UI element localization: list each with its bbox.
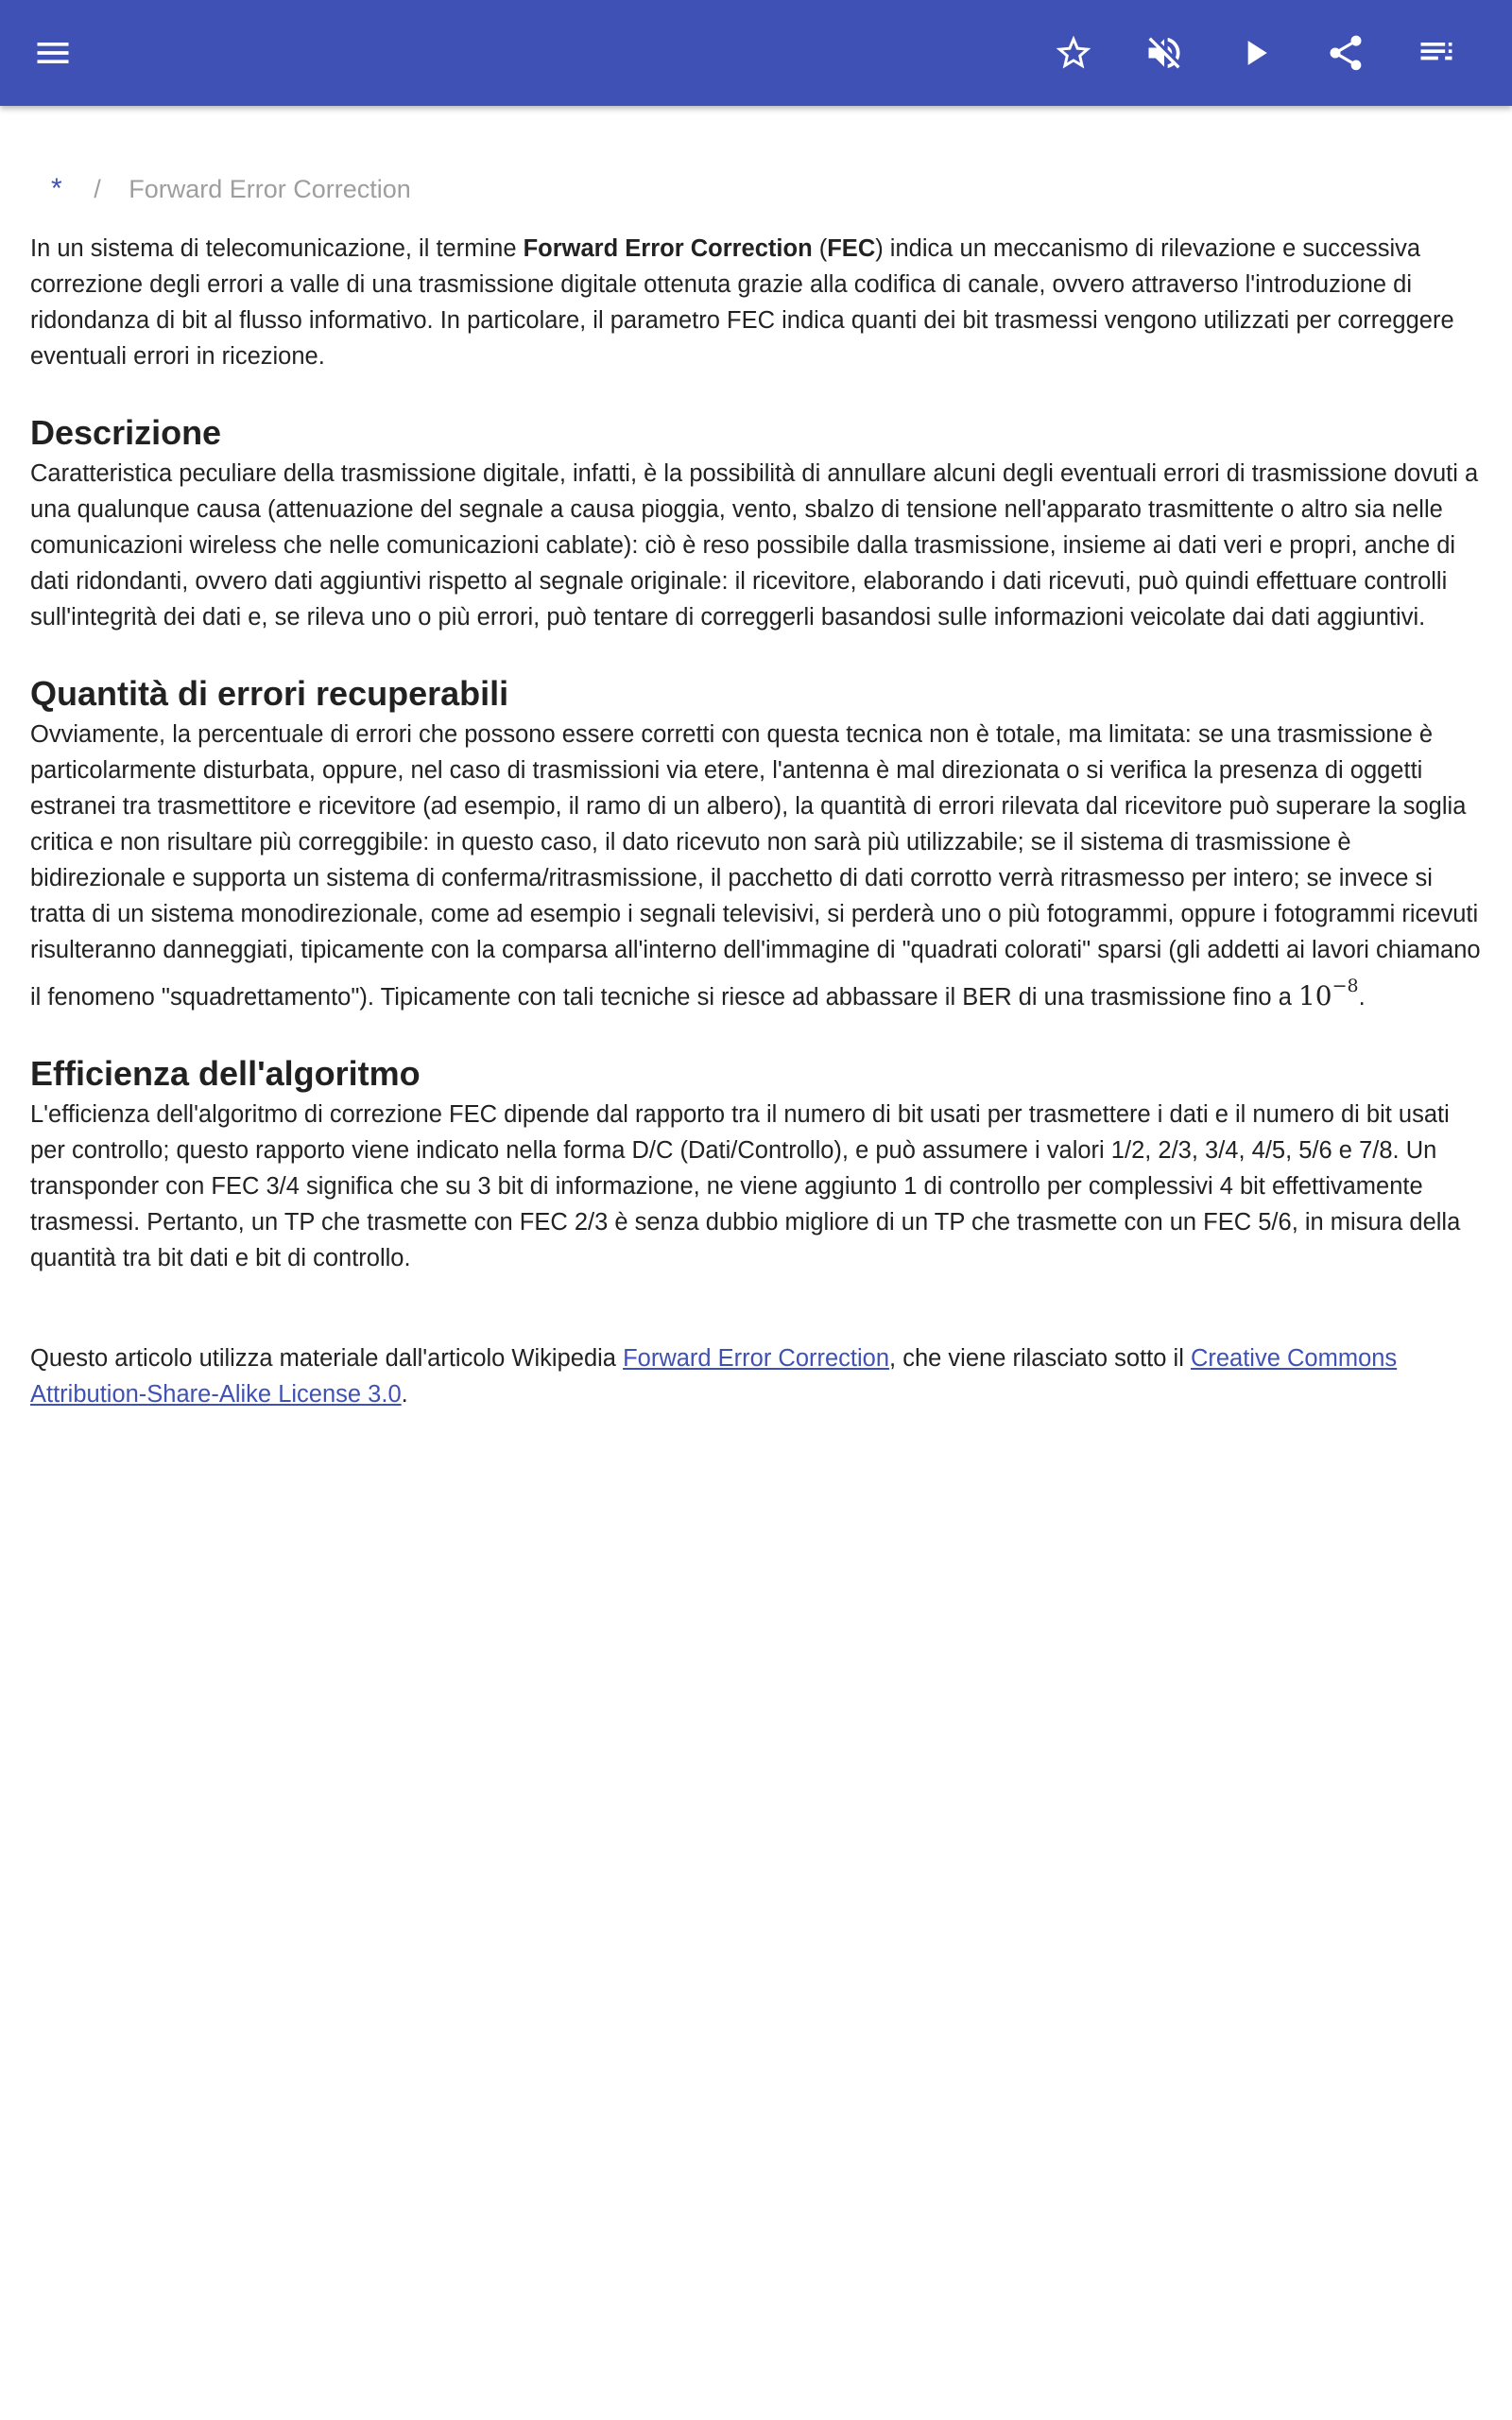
- share-icon: [1325, 32, 1366, 74]
- section-paragraph: Ovviamente, la percentuale di errori che possono essere corretti con questa tecnica non è totale, ma limitata: se una trasmissione è particolarmente disturbata, oppure, nel caso di trasmissioni via etere, l'antenna è mal direzionata o si verifica la presenza di oggetti estranei tra trasmettitore e ricevitore (ad esempio, il ramo di un albero), la quantità di errori rilevata dal ricevitore può superare la soglia critica e non risultare più correggibile: in questo caso, il dato ricevuto non sarà più utilizzabile; se il sistema di trasmissione è bidirezionale e supporta un sistema di conferma/ritrasmissione, il pacchetto di dati corrotto verrà ritrasmesso per intero; se invece si tratta di un sistema monodirezionale, come ad esempio i segnali televisivi, si perderà uno o più fotogrammi, oppure i fotogrammi ricevuti risulteranno danneggiati, tipicamente con la comparsa all'interno dell'immagine di "quadrati colorati" sparsi (gli addetti ai lavori chiamano il fenomeno "squadrettamento"). Tipicamente con tali tecniche si riesce ad abbassare il BER di una trasmissione fino a $10^{-8}$.: [30, 721, 1481, 1011]
- breadcrumb-separator: /: [94, 175, 101, 203]
- section-heading: Quantità di errori recuperabili: [30, 674, 509, 713]
- wikipedia-article-link[interactable]: Forward Error Correction: [623, 1345, 890, 1372]
- favorite-button[interactable]: [1043, 23, 1104, 83]
- playlist-icon: [1416, 32, 1457, 74]
- math-formula: $10^{-8}$: [1297, 976, 1359, 1011]
- star-outline-icon: [1053, 32, 1094, 74]
- section-descrizione: [30, 410, 1482, 635]
- section-heading: Descrizione: [30, 413, 222, 452]
- menu-icon: [32, 32, 74, 74]
- section-paragraph: Caratteristica peculiare della trasmissione digitale, infatti, è la possibilità di annullare alcuni degli eventuali errori di trasmissione dovuti a una qualunque causa (attenuazione del segnale a causa pioggia, vento, sbalzo di tensione nell'apparato trasmittente o altro sia nelle comunicazioni wireless che nelle comunicazioni cablate): ciò è reso possibile dalla trasmissione, insieme ai dati veri e propri, anche di dati ridondanti, ovvero dati aggiuntivi rispetto al segnale originale: il ricevitore, elaborando i dati ricevuti, può quindi effettuare controlli sull'integrità dei dati e, se rileva uno o più errori, può tentare di correggerli basandosi sulle informazioni veicolate dai dati aggiuntivi.: [30, 460, 1479, 631]
- play-button[interactable]: [1225, 23, 1285, 83]
- license-link[interactable]: Creative Commons Attribution-Share-Alike License 3.0: [30, 1345, 1398, 1408]
- term-bold: Forward Error Correction: [523, 235, 813, 262]
- license-note: Questo articolo utilizza materiale dall'articolo Wikipedia Forward Error Correction, che viene rilasciato sotto il Creative Commons Attribution-Share-Alike License 3.0.: [30, 1345, 1398, 1408]
- play-icon: [1234, 32, 1276, 74]
- breadcrumb-home-link[interactable]: *: [51, 173, 62, 204]
- share-button[interactable]: [1315, 23, 1376, 83]
- playlist-button[interactable]: [1406, 23, 1467, 83]
- intro-paragraph: In un sistema di telecomunicazione, il termine Forward Error Correction (FEC) indica un meccanismo di rilevazione e successiva correzione degli errori a valle di una trasmissione digitale ottenuta grazie alla codifica di canale, ovvero attraverso l'introduzione di ridondanza di bit al flusso informativo. In particolare, il parametro FEC indica quanti dei bit trasmessi vengono utilizzati per correggere eventuali errori in ricezione.: [30, 235, 1454, 370]
- breadcrumb: [30, 168, 1482, 210]
- article: [30, 106, 1482, 1412]
- app-bar: [0, 0, 1512, 106]
- volume-off-icon: [1143, 32, 1185, 74]
- abbr-bold: FEC: [827, 235, 876, 262]
- section-heading: Efficienza dell'algoritmo: [30, 1054, 421, 1093]
- section-paragraph: L'efficienza dell'algoritmo di correzione FEC dipende dal rapporto tra il numero di bit usati per trasmettere i dati e il numero di bit usati per controllo; questo rapporto viene indicato nella forma D/C (Dati/Controllo), e può assumere i valori 1/2, 2/3, 3/4, 4/5, 5/6 e 7/8. Un transponder con FEC 3/4 significa che su 3 bit di informazione, ne viene aggiunto 1 di controllo per complessivi 4 bit effettivamente trasmessi. Pertanto, un TP che trasmette con FEC 2/3 è senza dubbio migliore di un TP che trasmette con un FEC 5/6, in misura della quantità tra bit dati e bit di controllo.: [30, 1101, 1461, 1271]
- mute-button[interactable]: [1134, 23, 1194, 83]
- breadcrumb-current: Forward Error Correction: [129, 175, 411, 203]
- section-efficienza: [30, 1051, 1482, 1276]
- section-quantita-errori: [30, 671, 1482, 1015]
- menu-button[interactable]: [23, 23, 83, 83]
